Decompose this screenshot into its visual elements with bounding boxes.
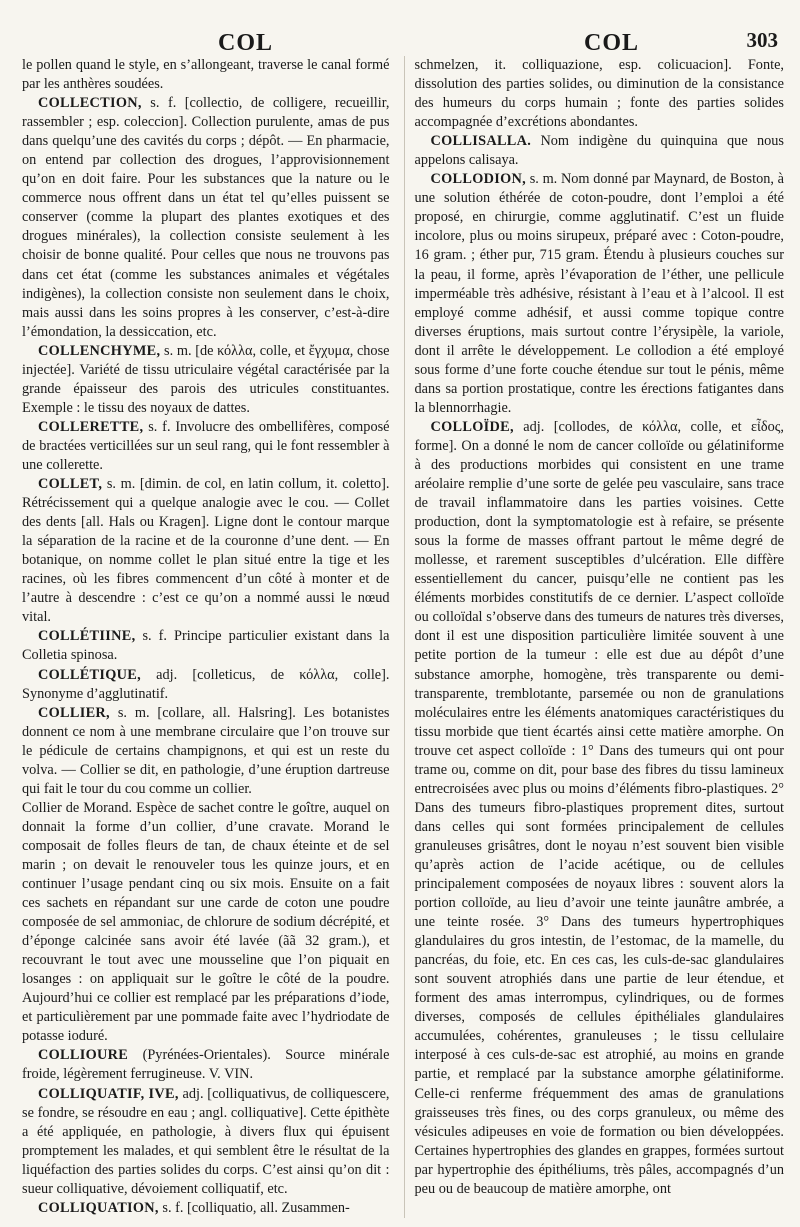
entry-text: s. m. Nom donné par Maynard, de Boston, à une solution éthérée de coton-poudre, dont l’emploi a été proposé, en chirurgie, comme agglutinatif. C’est un fluide incolore, plus ou moins sirupeux, préparé avec : Coton-poudre, 16 gram. ; éther pur, 715 gram. Étendu à plusieurs couches sur la peau, il forme, après l’évaporation de l’éther, une pellicule imperméable très adhésive, résistant à l’eau et à l’alcool. Il est employé comme adhésif, et aussi comme topique contre diverses éruptions, mais surtout contre l’érysipèle, la variole, dont il arrête le développement. Le collodion a été employé sous forme d’une forte couche étendue sur tout le pénis, même dans sa portion prostatique, contre les érections fatigantes dans la blennorrhagie.: [414, 171, 784, 416]
entry-text: s. f. [collectio, de colligere, recueillir, rassembler ; esp. coleccion]. Collection purulente, amas de pus dans quelqu’une des cavités du corps ; dépôt. — En pharmacie, on entend par collection des drogues, l’approvisionnement qu’on en doit faire. Pour les substances que la nature ou le commerce nous offrent dans un état tel qu’elles puissent se conserver (comme la plupart des plantes exotiques et des drogues minérales), la collection consiste seulement à les choisir de bonne qualité. Pour celles que nous ne trouvons pas dans cet état (comme les substances animales et végétales indigènes), la collection consiste non seulement dans le choix, mais aussi dans les soins propres à les conserver, c’est-à-dire l’émondation, la dessiccation, etc.: [22, 95, 390, 340]
entry-headword: COLLOÏDE,: [430, 418, 514, 435]
entry-text: s. f. [colliquatio, all. Zusammen-: [158, 1199, 350, 1216]
dictionary-entry: [22, 704, 390, 799]
entry-headword: COLLIOURE: [38, 1047, 129, 1064]
entry-text: le pollen quand le style, en s’allongeant, traverse le canal formé par les anthères soudées.: [22, 57, 390, 93]
entry-headword: COLLISALLA.: [430, 133, 532, 150]
entry-headword: COLLECTION,: [38, 95, 142, 112]
right-running-head: COL: [584, 30, 640, 56]
text-columns: [22, 56, 784, 1218]
dictionary-entry: [415, 132, 785, 170]
entry-text: adj. [colleticus, de κόλλα, colle]. Synonyme d’agglutinatif.: [22, 666, 390, 702]
entry-text: s. m. [collare, all. Halsring]. Les botanistes donnent ce nom à une membrane circulaire que l’on trouve sur le pédicule de certains champignons, et qui est un reste du volva. — Collier se dit, en pathologie, d’une éruption dartreuse qui fait le tour du cou comme un collier.: [22, 704, 390, 797]
page-header: [22, 12, 784, 56]
dictionary-entry: [22, 418, 390, 475]
dictionary-entry: [22, 94, 390, 342]
entry-headword: COLLIER,: [38, 704, 110, 721]
entry-headword: COLLIQUATIF, IVE,: [38, 1085, 179, 1102]
entry-text: adj. [colliquativus, de colliquescere, se fondre, se résoudre en eau ; angl. colliquative]. Cette épithète a été appliquée, en pathologie, à divers flux qui épuisent promptement les malades, et qui semblent être le résultat de la liquéfaction des parties solides du corps. C’est ainsi qu’on dit : sueur colliquative, dévoiement colliquatif, etc.: [22, 1085, 390, 1197]
dictionary-entry: [22, 342, 390, 418]
entry-headword: COLLET,: [38, 476, 103, 493]
entry-text: s. m. [dimin. de col, en latin collum, it. coletto]. Rétrécissement qui a quelque analogie avec le cou. — Collet des dents [all. Hals ou Kragen]. Ligne dont le contour marque la séparation de la racine et de la couronne d’une dent. — En botanique, on nomme collet le plan situé entre la tige et les racines, où les fibres commencent d’un côté à monter et de l’autre à descendre : c’est ce qu’on a nommé aussi le nœud vital.: [22, 476, 390, 626]
entry-text: (Pyrénées-Orientales). Source minérale froide, légèrement ferrugineuse. V. VIN.: [22, 1047, 390, 1083]
dictionary-entry: [22, 627, 390, 665]
dictionary-entry: [22, 1085, 390, 1199]
entry-headword: COLLÉTIINE,: [38, 628, 136, 645]
left-running-head: COL: [218, 30, 274, 56]
dictionary-entry: [22, 56, 390, 94]
entry-text: s. m. [de κόλλα, colle, et ἔγχυμα, chose injectée]. Variété de tissu utriculaire végétal caractérisée par la grande épaisseur des parois des utricules constituantes. Exemple : le tissu des noyaux de dattes.: [22, 342, 390, 416]
entry-headword: COLLERETTE,: [38, 418, 144, 435]
entry-text: s. f. Involucre des ombellifères, composé de bractées verticillées sur un seul rang, qui le font ressembler à une collerette.: [22, 418, 390, 473]
left-column: [22, 56, 390, 1218]
entry-headword: COLLÉTIQUE,: [38, 666, 142, 683]
dictionary-entry: [415, 56, 785, 132]
right-column: [404, 56, 785, 1218]
entry-headword: COLLIQUATION,: [38, 1199, 159, 1216]
entry-text: schmelzen, it. colliquazione, esp. colicuacion]. Fonte, dissolution des parties solides, ou diminution de la consistance des humeurs du corps humain ; fonte des parties solides accompagnée d’excrétions abondantes.: [414, 57, 784, 131]
entry-text: s. f. Principe particulier existant dans la Colletia spinosa.: [22, 628, 390, 664]
dictionary-entry: [22, 1199, 390, 1218]
entry-text: Nom indigène du quinquina que nous appelons calisaya.: [414, 133, 784, 169]
entry-text: Collier de Morand. Espèce de sachet contre le goître, auquel on donnait la forme d’un collier, d’une cravate. Morand le composait de folles fleurs de tan, de chaux éteinte et de sel marin ; on devait le renouveler tous les quinze jours, et en continuer l’usage pendant cinq ou six mois. Ensuite on a fait ces sachets en répandant sur une carde de coton une poudre composée de sel ammoniac, de chlorure de sodium décrépité, et d’éponge calcinée sans avoir été lavée (ãã 32 gram.), et recouvrant le tout avec une mousseline que l’on piquait en losanges : on appliquait sur le goître le côté de la poudre. Aujourd’hui ce collier est remplacé par les préparations d’iode, et particulièrement par une pommade faite avec l’hydriodate de potasse ioduré.: [22, 799, 390, 1045]
dictionary-entry: [415, 418, 785, 1199]
dictionary-entry: [22, 666, 390, 704]
entry-headword: COLLENCHYME,: [38, 342, 161, 359]
dictionary-entry: [415, 170, 785, 418]
entry-headword: COLLODION,: [430, 171, 527, 188]
page-number: 303: [746, 28, 778, 52]
entry-text: adj. [collodes, de κόλλα, colle, et εἶδος, forme]. On a donné le nom de cancer colloïde ou gélatiniforme à des productions morbides qui consistent en une trame aréolaire remplie d’une sorte de gelée peu vasculaire, sans trace de travail inflammatoire dans les parties voisines. Cette production, dont la symptomatologie est à refaire, se présente sous la forme de masses offrant partout le même degré de mollesse, et rarement susceptibles d’ulcération. Elle diffère essentiellement du cancer, puisqu’elle ne contient pas les éléments morbides constitutifs de ce dernier. L’aspect colloïde ou colloïdal s’observe dans des tumeurs de natures très diverses, dont il est une disposition particulière limitée souvent à une petite portion de la tumeur : elle est due au dépôt d’une substance amorphe, homogène, très transparente ou demi-transparente, tremblotante, parsemée ou non de granulations moléculaires entre les éléments anatomiques caractéristiques du tissu morbide que tient écartés ainsi cette matière amorphe. On trouve cet aspect colloïde : 1° Dans des tumeurs qui ont pour trame ou, comme on dit, pour base des fibres du tissu lamineux entrecroisées avec plus ou moins d’éléments fibro-plastiques. 2° Dans des tumeurs fibro-plastiques proprement dites, surtout dans celles qui sont formées principalement de cellules granuleuses grisâtres, dont le noyau n’est souvent bien visible qu’après action de l’acide acétique, ou de cellules principalement composées de noyaux libres : souvent alors la portion colloïde, au lieu d’avoir une teinte jaunâtre ambrée, a une teinte rosée. 3° Dans des tumeurs hypertrophiques glandulaires du gros intestin, de l’estomac, de la mamelle, du pancréas, du foie, etc. En ces cas, les culs-de-sac glandulaires sont souvent atrophiés dans une partie de leur étendue, et forment des amas interrompus, cylindriques, ou de formes diverses, composés de cellules épithéliales glandulaires accumulées, cohérentes, granuleuses ; le tissu cellulaire interposé à ces culs-de-sac est atrophié, au moins en grande partie, et remplacé par la substance amorphe gélatiniforme. Celle-ci renferme fréquemment des amas de granulations graisseuses très fines, ou des corps granuleux, ou même des vésicules adipeuses en voie de formation ou bien développées. Certaines hypertrophies des glandes en grappes, formées surtout par hypertrophie des épithéliums, très pâles, accompagnés d’un peu ou de beaucoup de matière amorphe, ont: [414, 418, 784, 1197]
dictionary-entry: [22, 799, 390, 1047]
dictionary-entry: [22, 475, 390, 627]
dictionary-entry: [22, 1046, 390, 1084]
